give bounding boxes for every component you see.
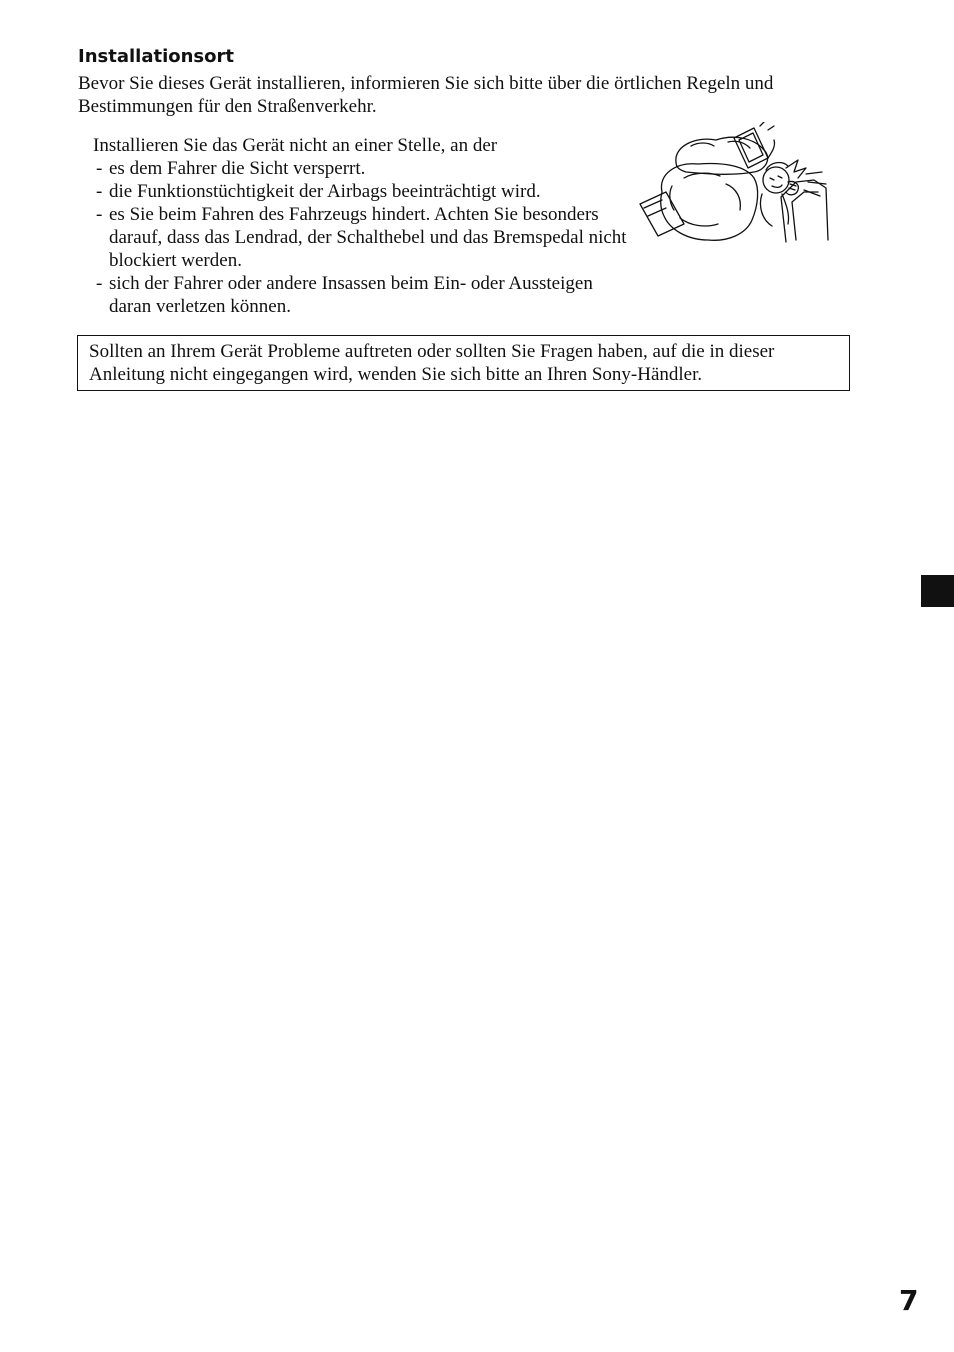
warnings-lead: Installieren Sie das Gerät nicht an einer Stelle, an der — [93, 135, 498, 156]
chapter-tab-marker — [921, 575, 954, 607]
warnings-list — [93, 157, 638, 318]
bullet-dash: - — [96, 204, 103, 225]
bullet-dash: - — [96, 158, 103, 179]
list-item — [93, 272, 638, 318]
bullet-dash: - — [96, 273, 103, 294]
airbag-illustration — [636, 122, 831, 252]
note-text: Sollten an Ihrem Gerät Probleme auftreten oder sollten Sie Fragen haben, auf die in dieser Anleitung nicht eingegangen wird, wenden Sie sich bitte an Ihren Sony-Händler. — [89, 341, 775, 385]
list-item-text: es Sie beim Fahren des Fahrzeugs hindert. Achten Sie besonders darauf, dass das Lendrad, der Schalthebel und das Bremspedal nicht blockiert werden. — [109, 204, 627, 271]
list-item-text: die Funktionstüchtigkeit der Airbags beeinträchtigt wird. — [109, 181, 541, 202]
intro-paragraph: Bevor Sie dieses Gerät installieren, informieren Sie sich bitte über die örtlichen Regeln und Bestimmungen für den Straßenverkehr. — [78, 73, 774, 117]
section-title: Installationsort — [78, 46, 234, 67]
list-item-text: sich der Fahrer oder andere Insassen beim Ein- oder Aussteigen daran verletzen können. — [109, 273, 593, 317]
page-number: 7 — [899, 1284, 919, 1317]
list-item — [93, 203, 638, 272]
note-box — [77, 335, 850, 391]
list-item-text: es dem Fahrer die Sicht versperrt. — [109, 158, 366, 179]
installation-warnings — [93, 134, 638, 318]
bullet-dash: - — [96, 181, 103, 202]
list-item — [93, 180, 638, 203]
list-item — [93, 157, 638, 180]
